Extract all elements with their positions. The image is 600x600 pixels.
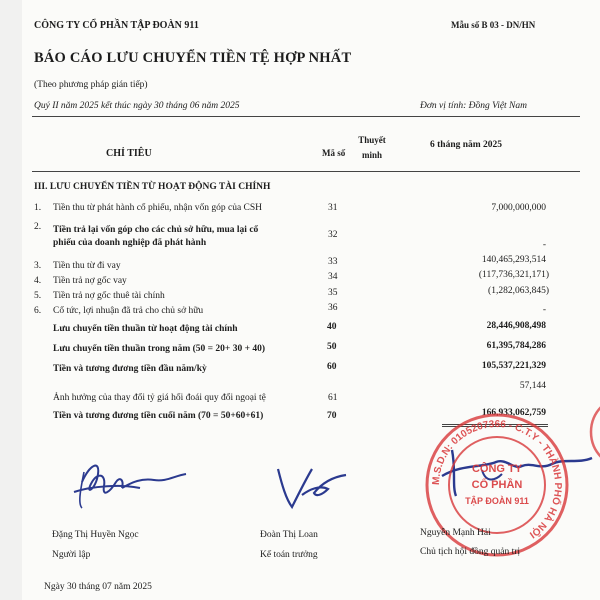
- row-number: 6.: [34, 306, 42, 316]
- row-value: (1,282,063,845): [488, 286, 549, 296]
- summary-label: Ảnh hưởng của thay đổi tỷ giá hối đoái quy đổi ngoại tệ: [53, 393, 266, 403]
- chairman-role: Chủ tịch hội đồng quản trị: [420, 547, 521, 557]
- seal-line1: CÔNG TY: [471, 463, 523, 475]
- row-value: (117,736,321,171): [478, 270, 549, 280]
- row-code: 32: [328, 230, 338, 240]
- summary-value: 57,144: [519, 381, 546, 391]
- row-number: 2.: [34, 222, 42, 232]
- row-value: -: [542, 305, 546, 315]
- col-note-line2: minh: [361, 150, 382, 160]
- row-code: 35: [328, 288, 338, 298]
- section-title: III. LƯU CHUYỂN TIỀN TỪ HOẠT ĐỘNG TÀI CHÍNH: [34, 182, 271, 192]
- signature-accountant: [262, 455, 372, 525]
- row-number: 3.: [34, 261, 42, 271]
- summary-code: 70: [327, 411, 337, 421]
- summary-label: Tiền và tương đương tiền đầu năm/kỳ: [53, 364, 207, 374]
- col-code: Mã số: [322, 148, 346, 158]
- col-note-line1: Thuyết: [358, 135, 386, 145]
- row-code: 31: [328, 203, 338, 213]
- seal-ring-text: M.S.D.N: 0105207366 - C.T.Y - THÀNH PHỐ HÀ NỘI: [430, 418, 564, 540]
- summary-code: 61: [328, 393, 338, 403]
- col-item: CHỈ TIÊU: [106, 148, 152, 159]
- header-rule-bottom: [32, 171, 580, 172]
- row-code: 34: [328, 272, 338, 282]
- summary-code: 40: [327, 322, 337, 332]
- row-number: 4.: [34, 276, 42, 286]
- partial-seal: [587, 392, 600, 472]
- preparer-role: Người lập: [52, 550, 91, 560]
- method-note: (Theo phương pháp gián tiếp): [34, 80, 148, 90]
- form-number: Mẫu số B 03 - DN/HN: [451, 20, 536, 30]
- preparer-name: Đặng Thị Huyền Ngọc: [52, 530, 139, 540]
- summary-label: Lưu chuyển tiền thuần trong năm (50 = 20+ 30 + 40): [53, 344, 266, 354]
- accountant-name: Đoàn Thị Loan: [260, 530, 318, 540]
- row-value: 140,465,293,514: [481, 255, 546, 265]
- row-label: Tiền trả nợ gốc thuê tài chính: [53, 291, 165, 301]
- row-code: 36: [328, 303, 338, 313]
- period-note: Quý II năm 2025 kết thúc ngày 30 tháng 06 năm 2025: [34, 101, 240, 111]
- company-name: CÔNG TY CỔ PHẦN TẬP ĐOÀN 911: [34, 20, 199, 31]
- row-number: 1.: [34, 203, 42, 213]
- summary-label: Lưu chuyển tiền thuần từ hoạt động tài chính: [53, 324, 238, 334]
- row-label: Tiền trả lại vốn góp cho các chủ sở hữu, mua lại cổ: [53, 225, 259, 235]
- row-label: Tiền thu từ phát hành cổ phiếu, nhận vốn góp của CSH: [53, 203, 263, 213]
- currency-unit: Đơn vị tính: Đồng Việt Nam: [420, 101, 528, 111]
- row-number: 5.: [34, 291, 42, 301]
- row-label: Tiền thu từ đi vay: [53, 261, 121, 271]
- row-label: Cổ tức, lợi nhuận đã trả cho chủ sở hữu: [53, 306, 204, 316]
- signing-date: Ngày 30 tháng 07 năm 2025: [44, 582, 152, 592]
- col-period: 6 tháng năm 2025: [430, 140, 503, 150]
- summary-code: 50: [327, 342, 337, 352]
- summary-value: 105,537,221,329: [481, 361, 546, 371]
- summary-value: 166,933,062,759: [481, 408, 546, 418]
- row-label: Tiền trả nợ gốc vay: [53, 276, 127, 286]
- row-label-continued: phiếu của doanh nghiệp đã phát hành: [53, 238, 207, 248]
- row-value: -: [542, 240, 546, 250]
- seal-line3: TẬP ĐOÀN 911: [465, 496, 529, 506]
- chairman-name: Nguyễn Mạnh Hải: [420, 528, 491, 538]
- accountant-role: Kế toán trưởng: [260, 550, 318, 560]
- summary-label: Tiền và tương đương tiền cuối năm (70 = 50+60+61): [53, 411, 264, 421]
- report-page: [22, 0, 600, 600]
- row-value: 7,000,000,000: [491, 203, 546, 213]
- summary-value: 61,395,784,286: [486, 341, 546, 351]
- header-rule-top: [32, 116, 580, 117]
- report-title: BÁO CÁO LƯU CHUYỂN TIỀN TỆ HỢP NHẤT: [34, 50, 352, 66]
- summary-code: 60: [327, 362, 337, 372]
- summary-value: 28,446,908,498: [486, 321, 546, 331]
- seal-line2: CỔ PHẦN: [471, 479, 523, 491]
- row-code: 33: [328, 257, 338, 267]
- signature-preparer: [62, 452, 212, 512]
